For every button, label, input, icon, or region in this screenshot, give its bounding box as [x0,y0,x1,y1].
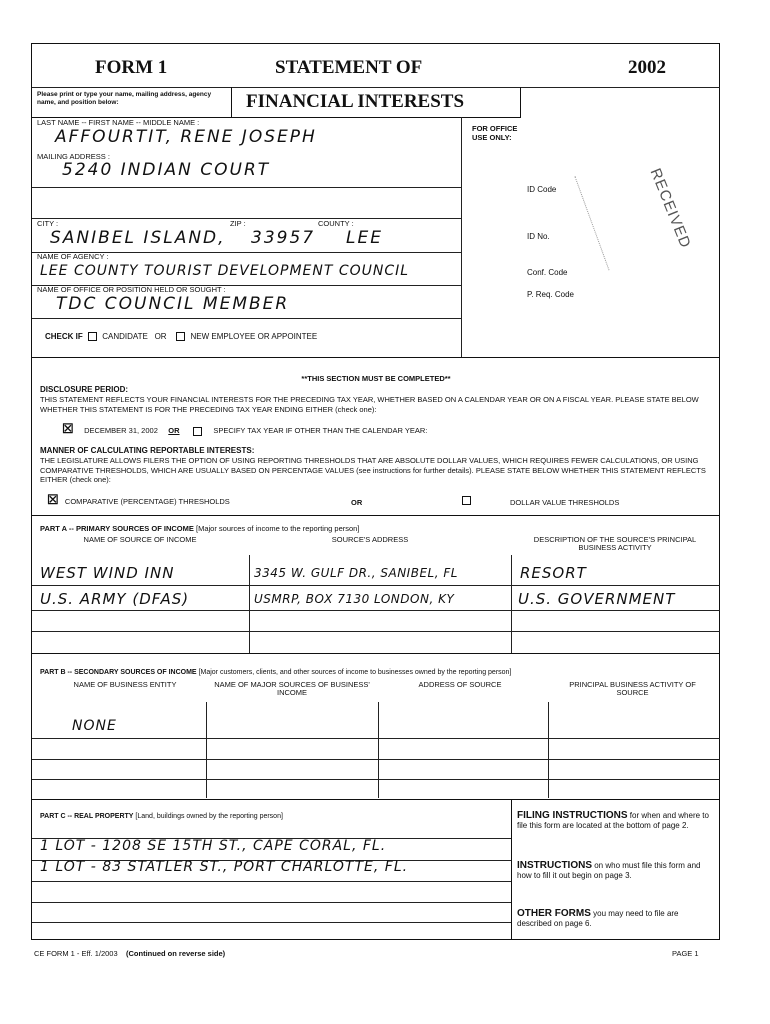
period-or: OR [168,426,180,435]
form-year: 2002 [628,57,666,78]
received-stamp: RECEIVED [646,166,695,251]
manner-text: THE LEGISLATURE ALLOWS FILERS THE OPTION OF USING REPORTING THRESHOLDS THAT ARE ABSOLUTE DOLLAR VALUES, WHICH REQUIRES FEWER CALCULATIONS, OR USING COMPARATIVE THRESHOLDS, WHICH ARE USUALLY BASED ON PERCENTAGE VALUES (see instructions for further details). PLEASE STATE BELOW WHETHER THIS STATEMENT REFLECTS EITHER (check one): [40,456,706,484]
specify-label: SPECIFY TAX YEAR IF OTHER THAN THE CALENDAR YEAR: [213,426,428,435]
part-b-col4: PRINCIPAL BUSINESS ACTIVITY OF SOURCE [569,680,696,697]
zip-label: ZIP : [230,219,246,228]
part-a-col2: SOURCE'S ADDRESS [331,535,409,544]
candidate-row [45,332,317,341]
county-label: COUNTY : [318,219,354,228]
part-c-row1[interactable]: 1 LOT - 1208 SE 15TH ST., CAPE CORAL, FL. [40,838,387,854]
agency-label: NAME OF AGENCY : [37,252,109,261]
comparative-label: COMPARATIVE (PERCENTAGE) THRESHOLDS [64,497,230,506]
part-b-col2: NAME OF MAJOR SOURCES OF BUSINESS' INCOME [214,680,370,697]
part-c-note: [Land, buildings owned by the reporting person] [135,813,283,820]
footer-left [34,949,225,958]
part-a-row1-name[interactable]: WEST WIND INN [40,564,175,582]
form-version: CE FORM 1 - Eff. 1/2003 [34,949,118,958]
check-if-label: CHECK IF [45,332,83,341]
disclosure-period-heading: DISCLOSURE PERIOD: [40,385,129,394]
filing-text: for when and where to file this form are located at the bottom of page 2. [517,811,709,830]
title-line1: STATEMENT OF [275,57,423,78]
dec31-label: DECEMBER 31, 2002 [84,426,158,435]
other-forms-title: OTHER FORMS [517,908,591,919]
position-label: NAME OF OFFICE OR POSITION HELD OR SOUGHT : [37,285,226,294]
part-a-heading: PART A -- PRIMARY SOURCES OF INCOME [40,524,194,533]
part-c-heading-row [40,812,283,821]
position-field[interactable]: TDC COUNCIL MEMBER [56,294,290,314]
city-field[interactable]: SANIBEL ISLAND, [50,228,226,248]
must-complete-label: **THIS SECTION MUST BE COMPLETED** [301,374,451,383]
part-b-heading: PART B -- SECONDARY SOURCES OF INCOME [40,669,197,676]
part-b-col3: ADDRESS OF SOURCE [418,680,502,689]
filing-instructions [517,811,715,831]
threshold-or: OR [351,498,363,507]
form-label: FORM 1 [95,57,168,78]
part-a-row2-address[interactable]: USMRP, BOX 7130 LONDON, KY [254,592,455,606]
candidate-checkbox[interactable] [88,332,97,341]
address-label: MAILING ADDRESS : [37,152,110,161]
id-no-label: ID No. [527,232,550,241]
city-label: CITY : [37,219,59,228]
p-req-code-label: P. Req. Code [527,290,574,299]
part-a-row1-address[interactable]: 3345 W. GULF DR., SANIBEL, FL [254,566,458,580]
part-b-col1: NAME OF BUSINESS ENTITY [73,680,177,689]
instruction-text: Please print or type your name, mailing address, agency name, and position below: [37,91,212,106]
candidate-or: OR [154,332,167,341]
instructions-title: INSTRUCTIONS [517,860,592,871]
dec31-checkbox-checked[interactable]: ☒ [62,421,74,436]
part-a-row2-name[interactable]: U.S. ARMY (DFAS) [40,590,190,608]
part-a-row2-activity[interactable]: U.S. GOVERNMENT [518,590,676,608]
part-a-col3: DESCRIPTION OF THE SOURCE'S PRINCIPAL BUSINESS ACTIVITY [533,535,697,552]
zip-field[interactable]: 33957 [251,228,316,248]
new-employee-label: NEW EMPLOYEE OR APPOINTEE [190,332,318,341]
county-field[interactable]: LEE [346,228,383,248]
conf-code-label: Conf. Code [527,268,568,277]
new-employee-checkbox[interactable] [176,332,185,341]
comparative-checkbox-checked[interactable]: ☒ [47,492,59,507]
disclosure-period-text: THIS STATEMENT REFLECTS YOUR FINANCIAL INTERESTS FOR THE PRECEDING TAX YEAR, WHETHER BASED ON A CALENDAR YEAR OR ON A FISCAL YEAR. PLEASE STATE BELOW WHETHER THIS STATEMENT IS FOR THE PRECEDING TAX YEAR ENDING EITHER (check one): [40,395,699,414]
title-line2: FINANCIAL INTERESTS [246,91,465,112]
id-code-label: ID Code [527,185,557,194]
candidate-label: CANDIDATE [102,332,148,341]
part-a-row1-activity[interactable]: RESORT [520,564,587,582]
other-forms-text: you may need to file are described on page 6. [517,909,679,928]
part-b-entry[interactable]: NONE [72,718,117,734]
part-c-row2[interactable]: 1 LOT - 83 STATLER ST., PORT CHARLOTTE, FL. [40,859,409,875]
instructions-text: on who must file this form and how to fill it out begin on page 3. [517,861,701,880]
filing-title: FILING INSTRUCTIONS [517,810,628,821]
instructions-block [517,861,715,881]
dollar-checkbox[interactable] [462,496,471,505]
agency-field[interactable]: LEE COUNTY TOURIST DEVELOPMENT COUNCIL [40,263,410,279]
other-forms [517,909,715,929]
office-use-label: FOR OFFICE USE ONLY: [472,124,518,142]
part-a-note: [Major sources of income to the reporting person] [196,524,360,533]
threshold-options [47,492,717,507]
address-field[interactable]: 5240 INDIAN COURT [62,160,271,180]
part-c-heading: PART C -- REAL PROPERTY [40,813,134,820]
dollar-label: DOLLAR VALUE THRESHOLDS [510,498,620,507]
part-a-heading-row [40,524,359,533]
specify-checkbox[interactable] [193,427,202,436]
page-number: PAGE 1 [672,949,699,958]
period-options [62,421,428,436]
name-field[interactable]: AFFOURTIT, RENE JOSEPH [55,127,317,147]
name-label: LAST NAME -- FIRST NAME -- MIDDLE NAME : [37,118,200,127]
continued-note: (Continued on reverse side) [126,949,226,958]
manner-heading: MANNER OF CALCULATING REPORTABLE INTERESTS: [40,446,255,455]
part-b-heading-row [40,668,511,677]
part-b-note: [Major customers, clients, and other sources of income to businesses owned by the reporting person] [198,669,512,676]
part-a-col1: NAME OF SOURCE OF INCOME [83,535,197,544]
